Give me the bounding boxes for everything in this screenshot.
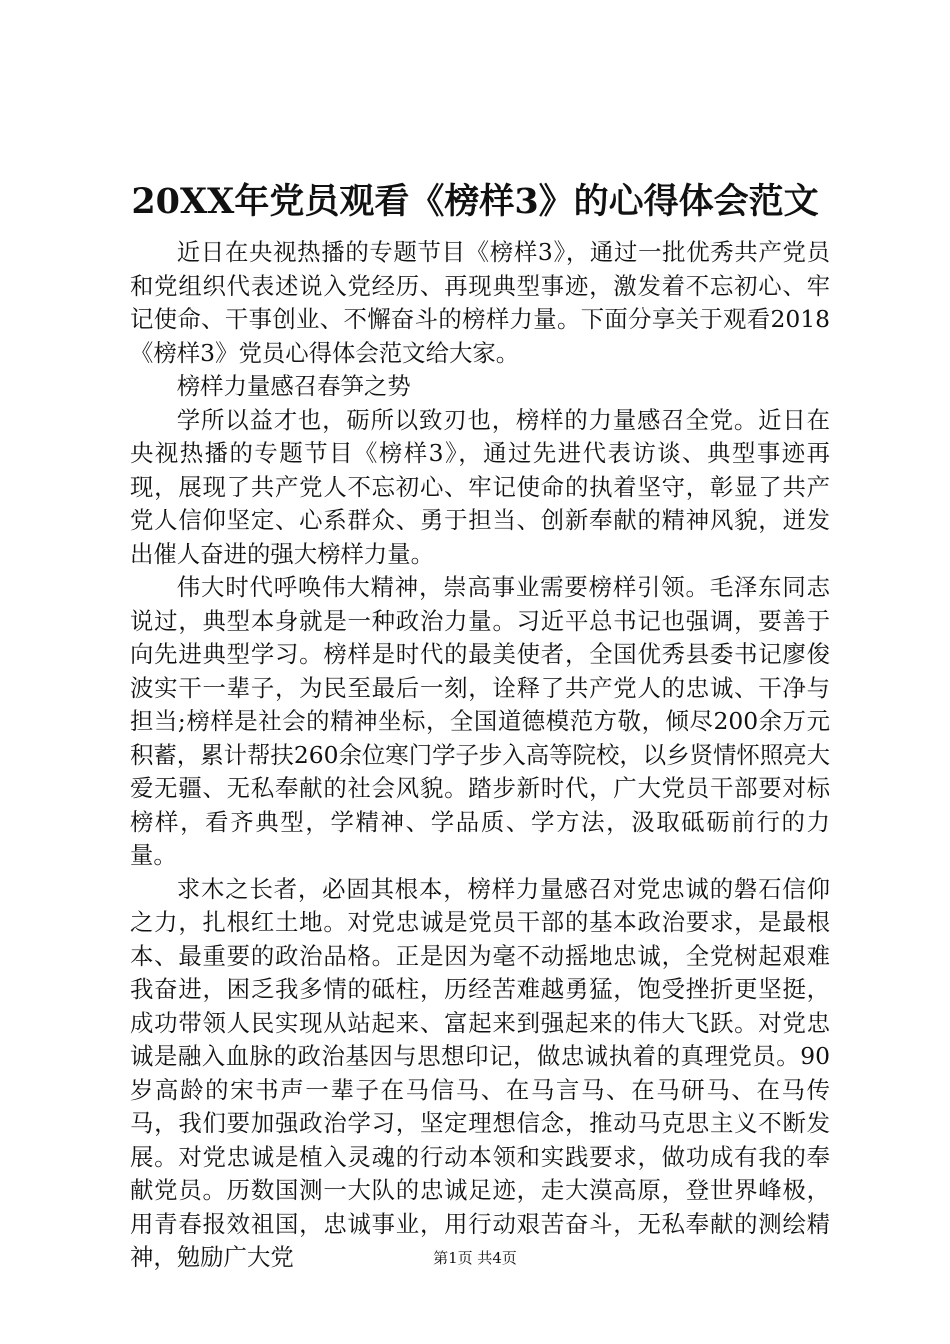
body-paragraph-2: 伟大时代呼唤伟大精神，崇高事业需要榜样引领。毛泽东同志说过，典型本身就是一种政治力量。习近平总书记也强调，要善于向先进典型学习。榜样是时代的最美使者，全国优秀县委书记廖俊波实干一辈子，为民至最后一刻，诠释了共产党人的忠诚、干净与担当;榜样是社会的精神坐标，全国道德模范方敬，倾尽200余万元积蓄，累计帮扶260余位寒门学子步入高等院校，以乡贤情怀照亮大爱无疆、无私奉献的社会风貌。踏步新时代，广大党员干部要对标榜样，看齐典型，学精神、学品质、学方法，汲取砥砺前行的力量。 (130, 573, 830, 869)
page-footer: 第1页 共4页 (433, 1249, 517, 1267)
section-subheading: 榜样力量感召春笋之势 (176, 372, 411, 400)
body-paragraph-1: 学所以益才也，砺所以致刃也，榜样的力量感召全党。近日在央视热播的专题节目《榜样3》，通过先进代表访谈、典型事迹再现，展现了共产党人不忘初心、牢记使命的执着坚守，彰显了共产党人信仰坚定、心系群众、勇于担当、创新奉献的精神风貌，迸发出催人奋进的强大榜样力量。 (130, 405, 830, 568)
document-body (130, 236, 830, 1275)
body-paragraph-3: 求木之长者，必固其根本，榜样力量感召对党忠诚的磐石信仰之力，扎根红土地。对党忠诚是党员干部的基本政治要求，是最根本、最重要的政治品格。正是因为毫不动摇地忠诚，全党树起艰难我奋进，困乏我多情的砥柱，历经苦难越勇猛，饱受挫折更坚挺，成功带领人民实现从站起来、富起来到强起来的伟大飞跃。对党忠诚是融入血脉的政治基因与思想印记，做忠诚执着的真理党员。90岁高龄的宋书声一辈子在马信马、在马言马、在马研马、在马传马，我们要加强政治学习，坚定理想信念，推动马克思主义不断发展。对党忠诚是植入灵魂的行动本领和实践要求，做功成有我的奉献党员。历数国测一大队的忠诚足迹，走大漠高原，登世界峰极，用青春报效祖国，忠诚事业，用行动艰苦奋斗，无私奉献的测绘精神，勉励广大党 (130, 874, 830, 1271)
intro-paragraph: 近日在央视热播的专题节目《榜样3》，通过一批优秀共产党员和党组织代表述说入党经历、再现典型事迹，激发着不忘初心、牢记使命、干事创业、不懈奋斗的榜样力量。下面分享关于观看2018《榜样3》党员心得体会范文给大家。 (130, 238, 830, 367)
document-title: 20XX年党员观看《榜样3》的心得体会范文 (131, 181, 819, 222)
